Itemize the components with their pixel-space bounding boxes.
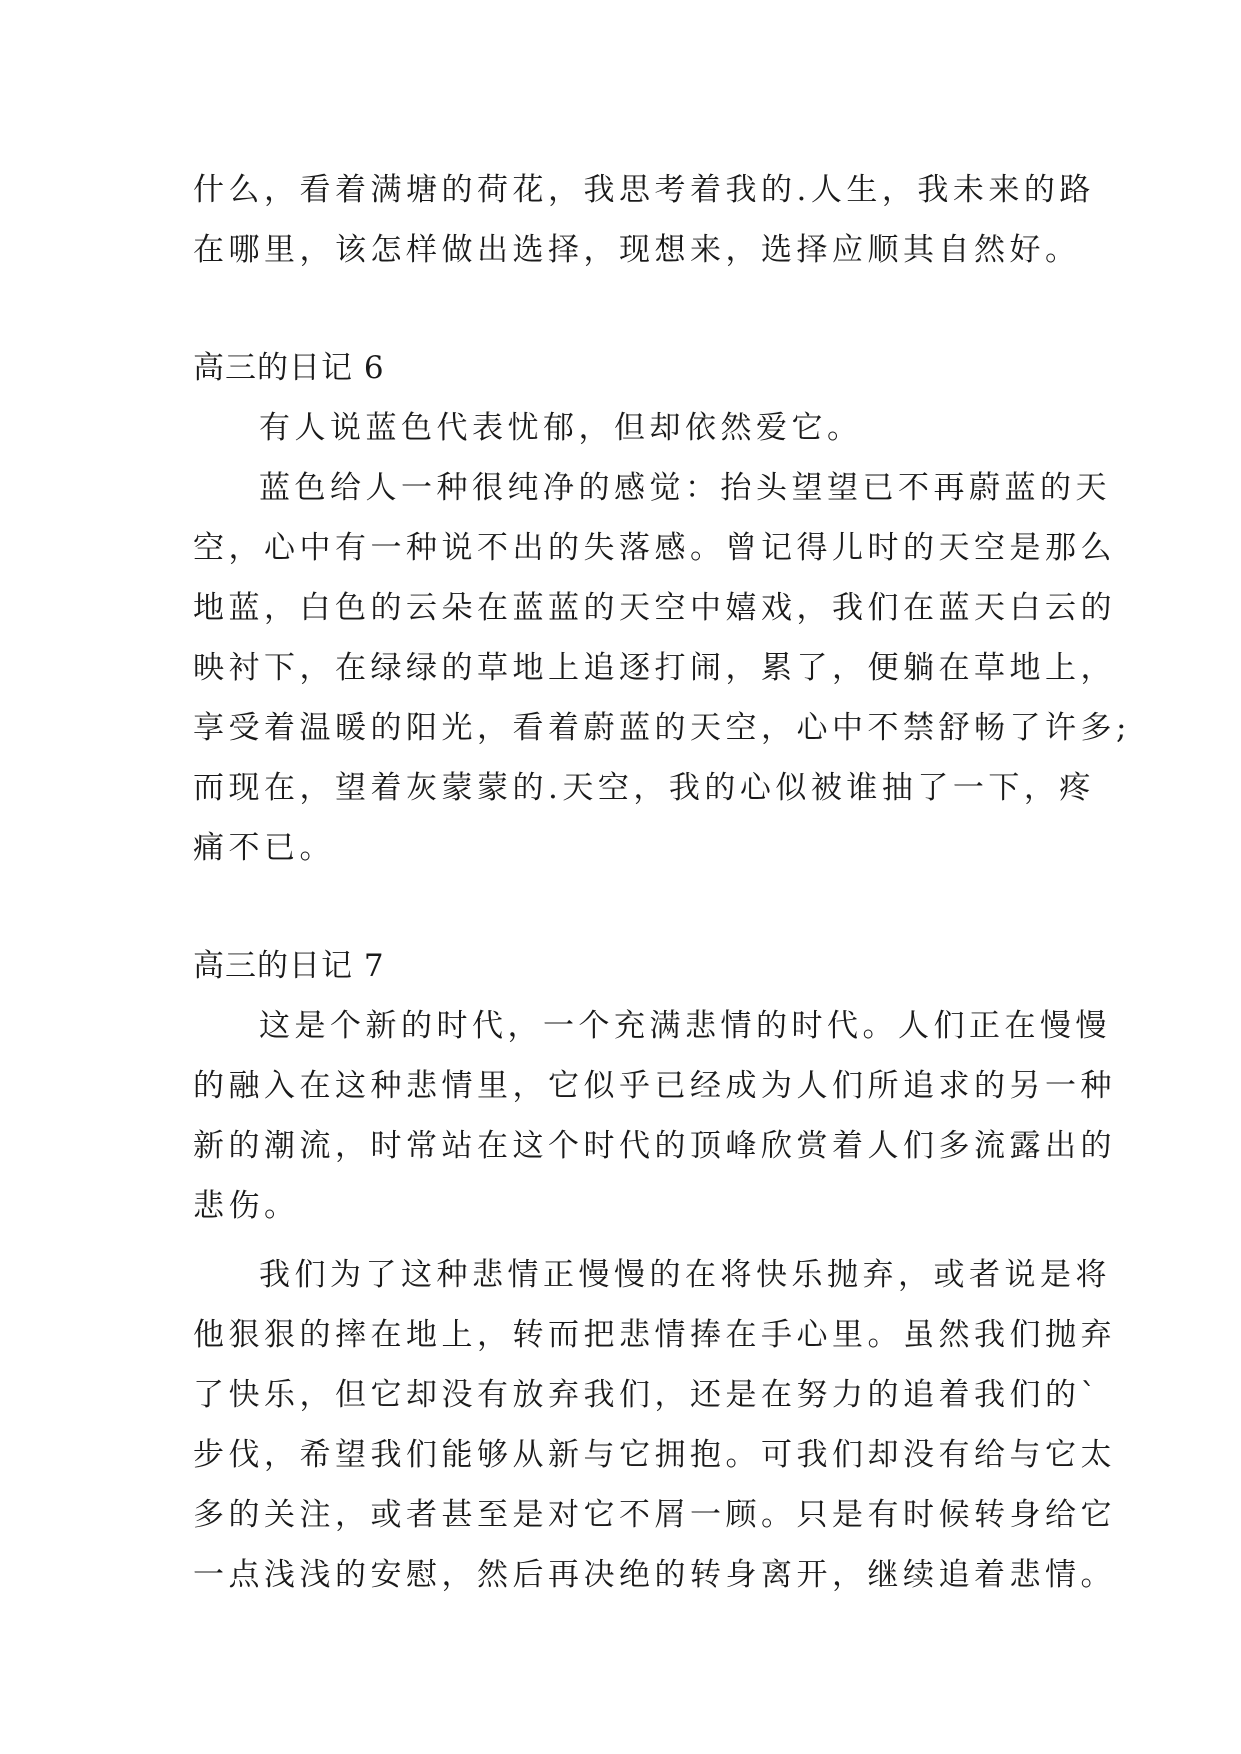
text-line: 有人说蓝色代表忧郁，但却依然爱它。	[259, 410, 863, 446]
diary-entry-7	[193, 936, 1116, 1605]
text-line: 悲伤。	[193, 1188, 300, 1224]
text-line: 痛不已。	[193, 830, 335, 866]
text-line: 多的关注，或者甚至是对它不屑一顾。只是有时候转身给它	[193, 1497, 1116, 1533]
text-line: 在哪里，该怎样做出选择，现想来，选择应顺其自然好。	[193, 232, 1081, 268]
text-line: 享受着温暖的阳光，看着蔚蓝的天空，心中不禁舒畅了许多;	[193, 710, 1131, 746]
entry-heading: 高三的日记 7	[193, 948, 385, 984]
text-line: 我们为了这种悲情正慢慢的在将快乐抛弃，或者说是将	[259, 1257, 1111, 1293]
text-line: 蓝色给人一种很纯净的感觉：抬头望望已不再蔚蓝的天	[259, 470, 1111, 506]
text-line: 新的潮流，时常站在这个时代的顶峰欣赏着人们多流露出的	[193, 1128, 1116, 1164]
text-line: 映衬下，在绿绿的草地上追逐打闹，累了，便躺在草地上，	[193, 650, 1116, 686]
text-line: 的融入在这种悲情里，它似乎已经成为人们所追求的另一种	[193, 1068, 1116, 1104]
paragraph	[193, 996, 1116, 1236]
document-body	[193, 160, 1131, 1605]
text-line: 什么，看着满塘的荷花，我思考着我的.人生，我未来的路	[193, 172, 1095, 208]
text-line: 这是个新的时代，一个充满悲情的时代。人们正在慢慢	[259, 1008, 1111, 1044]
text-line: 空，心中有一种说不出的失落感。曾记得儿时的天空是那么	[193, 530, 1116, 566]
paragraph	[193, 398, 1073, 458]
text-line: 一点浅浅的安慰，然后再决绝的转身离开，继续追着悲情。	[193, 1557, 1116, 1593]
text-line: 步伐，希望我们能够从新与它拥抱。可我们却没有给与它太	[193, 1437, 1116, 1473]
entry-heading: 高三的日记 6	[193, 350, 385, 386]
text-line: 地蓝，白色的云朵在蓝蓝的天空中嬉戏，我们在蓝天白云的	[193, 590, 1116, 626]
paragraph	[193, 458, 1131, 878]
text-line: 了快乐，但它却没有放弃我们，还是在努力的追着我们的`	[193, 1377, 1101, 1413]
text-line: 他狠狠的摔在地上，转而把悲情捧在手心里。虽然我们抛弃	[193, 1317, 1116, 1353]
paragraph	[193, 1245, 1116, 1605]
text-line: 而现在，望着灰蒙蒙的.天空，我的心似被谁抽了一下，疼	[193, 770, 1095, 806]
diary-entry-6	[193, 338, 1131, 878]
continuation-paragraph	[193, 160, 1095, 280]
